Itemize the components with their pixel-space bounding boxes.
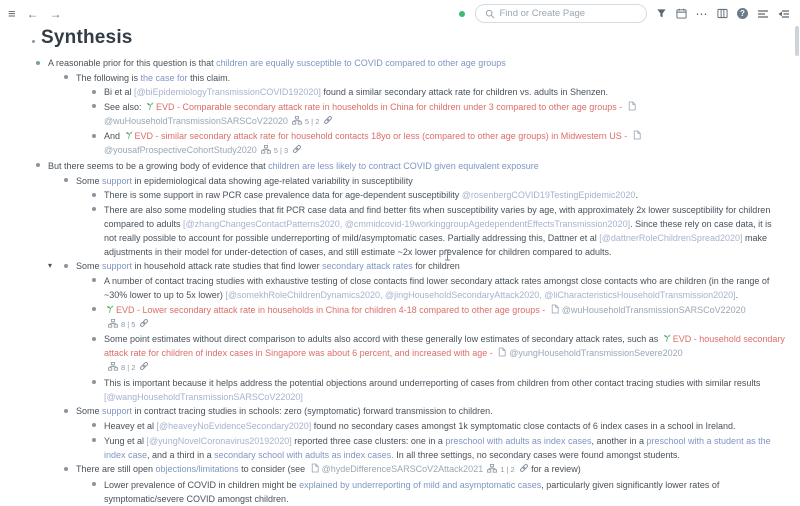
citation-link[interactable]: [@somekhRoleChildrenDynamics2020, @jingHouseholdSecondaryAttack2020, @liCharacteristicsHouseholdTransmission2020] [225, 289, 736, 300]
block-text: Yung et al [104, 435, 147, 446]
block-bullet[interactable] [64, 178, 68, 182]
block-content[interactable] [102, 478, 786, 506]
doc-icon[interactable] [633, 129, 641, 143]
block-text: found no secondary cases amongst 1k symptomatic close contacts of 6 index cases in a school in Ireland. [311, 420, 736, 431]
filter-icon[interactable] [656, 8, 667, 19]
page-link[interactable]: children are less likely to contract COVID given equivalent exposure [268, 160, 539, 171]
block-text: . Since these rely on case data, it is not really possible to account for possible underreporting of mild/asymptomatic cases. Partially addressing this, Dattner et al [104, 218, 772, 243]
page-link[interactable]: children are equally susceptible to COVID compared to other age groups [216, 58, 506, 68]
block-text: , particularly given significantly lower rates of symptomatic/severe COVID amongst children. [104, 479, 720, 504]
text-menu-icon[interactable] [757, 9, 769, 19]
block-text: make adjustments in their model for under-detection of cases, and still estimate ~2x lower prevalence for children compared to adults. [104, 232, 767, 257]
page-link[interactable]: preschool with adults as index cases [445, 435, 592, 446]
sprout-icon [105, 303, 114, 317]
bullet-column [86, 303, 102, 312]
outline [30, 56, 786, 506]
block-bullet[interactable] [92, 438, 96, 442]
outline-block[interactable] [86, 419, 786, 433]
block-text: for a review) [528, 464, 581, 475]
block-bullet[interactable] [92, 423, 96, 427]
tree-icon[interactable] [487, 462, 497, 476]
block-bullet[interactable] [64, 467, 68, 471]
sidebar-toggle-icon[interactable] [717, 8, 728, 19]
page-link[interactable]: the case for [140, 72, 188, 83]
block-text: Some point estimates without direct comparison to adults also accord with these generally low estimates of secondary attack rates, such as [104, 334, 661, 345]
block-content[interactable] [102, 303, 786, 332]
outline-block[interactable] [30, 56, 786, 70]
block-content[interactable] [102, 274, 786, 302]
doc-icon[interactable] [628, 100, 636, 114]
ref-count[interactable]: 5 | 3 [273, 146, 289, 156]
bullet-column [86, 188, 102, 197]
bullet-column [86, 274, 102, 283]
chain-icon[interactable] [292, 143, 302, 157]
tree-icon[interactable] [108, 317, 118, 331]
block-bullet[interactable] [92, 193, 96, 197]
sync-status-dot [459, 11, 465, 17]
evidence-link[interactable]: EVD - Lower secondary attack rate in households in China for children 4-18 compared to other age groups - [116, 304, 548, 315]
block-text: There are also some modeling studies that fit PCR case data and find better fits when susceptibility varies by age, with approximately 2x lower susceptibility for children compared to adults [104, 204, 771, 229]
outline-block[interactable] [86, 332, 786, 375]
block-content[interactable] [74, 404, 786, 418]
block-bullet[interactable] [92, 278, 96, 282]
bullet-column [58, 404, 74, 413]
scrollbar-thumb[interactable] [795, 26, 799, 56]
outline-block[interactable] [86, 478, 786, 506]
citation-link[interactable]: [@wangHouseholdTransmissionSARSCoV22020] [104, 391, 303, 402]
block-text: found a similar secondary attack rate for children vs. adults in Shenzen. [320, 87, 609, 98]
block-content[interactable] [74, 174, 786, 188]
block-text: Some [76, 406, 103, 417]
outline-block[interactable] [48, 259, 786, 273]
block-text: There is some support in raw PCR case prevalence data for age-dependent susceptibility [104, 190, 462, 201]
citation-ref[interactable]: @wuHouseholdTransmissionSARSCoV22020 [561, 304, 746, 315]
forward-arrow-icon[interactable]: → [49, 6, 62, 21]
bullet-column [30, 56, 46, 65]
page-link[interactable]: secondary school with adults as index cases. [214, 449, 394, 460]
outline-block[interactable] [86, 203, 786, 259]
bullet-column [86, 434, 102, 443]
citation-link[interactable]: @rosenbergCOVID19TestingEpidemic2020 [461, 190, 636, 201]
outline-block[interactable] [86, 274, 786, 302]
block-content[interactable] [74, 462, 786, 477]
outline-block[interactable] [86, 303, 786, 332]
block-content[interactable] [46, 159, 786, 173]
block-text: for children [412, 261, 460, 272]
chain-icon[interactable] [323, 114, 333, 128]
block-bullet[interactable] [92, 90, 96, 94]
citation-link[interactable]: [@yungNovelCoronavirus20192020] [146, 435, 292, 446]
block-content[interactable] [102, 203, 786, 259]
bullet-column [86, 376, 102, 385]
bullet-column [30, 159, 46, 168]
chain-icon[interactable] [139, 360, 149, 374]
outline-block[interactable] [86, 85, 786, 99]
block-content[interactable] [102, 376, 786, 404]
citation-link[interactable]: [@biEpidemiologyTransmissionCOVID192020] [134, 87, 321, 98]
bullet-column [86, 419, 102, 428]
block-bullet[interactable] [92, 134, 96, 138]
sprout-icon [662, 332, 671, 346]
search-input[interactable] [500, 8, 637, 19]
block-text: Bi et al [104, 87, 135, 98]
block-text: , and a third in a [147, 449, 215, 460]
block-bullet[interactable] [36, 163, 40, 167]
tree-icon[interactable] [108, 360, 118, 374]
bullet-column [58, 174, 74, 183]
outline-block[interactable] [86, 434, 786, 462]
block-text: There are still open [76, 464, 156, 475]
block-text: See also: [104, 101, 145, 112]
block-text: And [104, 131, 123, 142]
block-bullet[interactable] [36, 61, 40, 65]
outline-block[interactable] [58, 71, 786, 85]
collapse-caret-icon[interactable]: ▾ [48, 261, 53, 271]
page-link[interactable]: preschool with a student as the index case [104, 435, 771, 460]
page-body [0, 27, 800, 506]
block-content[interactable] [102, 129, 786, 158]
tree-icon[interactable] [292, 114, 302, 128]
block-content[interactable] [102, 419, 786, 433]
block-content[interactable] [74, 71, 786, 85]
block-text: The following is [76, 72, 141, 83]
ref-count[interactable]: 5 | 2 [304, 116, 320, 126]
block-text: Lower prevalence of COVID in children might be [104, 479, 300, 490]
chain-icon[interactable] [519, 462, 529, 476]
block-bullet[interactable] [92, 307, 96, 311]
bullet-column [58, 462, 74, 471]
block-text: A number of contact tracing studies with exhaustive testing of close contacts find lower secondary attack rates amongst close contacts who are children (in the range of ~30% lower to up to 5x lower) [104, 275, 770, 300]
bullet-column [86, 478, 102, 487]
block-text: in household attack rate studies that find lower [132, 261, 323, 272]
block-bullet[interactable] [92, 104, 96, 108]
page-link[interactable]: support [102, 261, 133, 272]
block-bullet[interactable] [64, 264, 68, 268]
nav-controls [8, 7, 62, 20]
search-icon [485, 9, 495, 19]
outline-block[interactable] [86, 188, 786, 202]
title-row [30, 27, 786, 49]
block-bullet[interactable] [92, 380, 96, 384]
back-arrow-icon[interactable]: ← [26, 6, 39, 21]
bullet-column [58, 71, 74, 80]
page-link[interactable]: support [102, 175, 133, 186]
doc-icon[interactable] [551, 303, 559, 317]
page-title[interactable]: Synthesis [41, 27, 133, 48]
outline-block[interactable] [86, 376, 786, 404]
help-icon[interactable]: ? [737, 8, 748, 19]
block-bullet[interactable] [64, 75, 68, 79]
tree-icon[interactable] [261, 143, 271, 157]
ref-count[interactable]: 8 | 5 [121, 319, 136, 329]
block-content[interactable] [102, 434, 786, 462]
block-bullet[interactable] [92, 337, 96, 341]
bullet-column [86, 332, 102, 341]
block-text: this claim. [187, 72, 231, 83]
citation-link[interactable]: [@dattnerRoleChildrenSpread2020] [599, 232, 743, 243]
citation-ref[interactable]: @yungHouseholdTransmissionSevere2020 [509, 348, 683, 359]
outline-block[interactable] [30, 159, 786, 173]
citation-link[interactable]: [@zhangChangesContactPatterns2020, @cmmidcovid-19workinggroupAgedependentEffectsTransmission2020] [183, 218, 631, 229]
block-content[interactable] [102, 85, 786, 99]
citation-ref[interactable]: @hydeDifferenceSARSCoV2Attack2021 [321, 464, 484, 475]
block-text: This is important because it helps address the potential objections around underreporting of cases from children from other contact tracing studies with similar results [104, 377, 761, 388]
citation-link[interactable]: [@heaveyNoEvidenceSecondary2020] [156, 420, 312, 431]
topbar [0, 0, 800, 24]
block-text: , another in a [591, 435, 647, 446]
evidence-link[interactable]: EVD - Comparable secondary attack rate in households in China for children under 3 compared to other age groups - [156, 101, 625, 112]
block-text: reported three case clusters: one in a [291, 435, 446, 446]
evidence-link[interactable]: EVD - household secondary attack rate for children of index cases in Singapore was about 6 percent, and increased with age - [104, 334, 785, 359]
collapse-right-icon[interactable] [778, 9, 790, 19]
block-text: Heavey et al [104, 420, 157, 431]
outline-block[interactable] [58, 462, 786, 477]
block-bullet[interactable] [92, 207, 96, 211]
block-text: In all three settings, no secondary cases were found amongst students. [393, 449, 680, 460]
bullet-column [86, 100, 102, 109]
block-text: Some [76, 175, 103, 186]
block-text: . [635, 190, 638, 201]
outline-block[interactable] [86, 129, 786, 158]
bullet-column [48, 259, 74, 271]
block-text: A reasonable prior for this question is that [48, 58, 217, 68]
block-content[interactable] [102, 100, 786, 129]
citation-ref[interactable]: @yousafProspectiveCohortStudy2020 [104, 145, 257, 156]
bullet-column [86, 203, 102, 212]
ref-count[interactable]: 1 | 2 [500, 465, 515, 475]
doc-icon[interactable] [311, 462, 319, 476]
topbar-actions [459, 4, 791, 23]
block-content[interactable] [102, 332, 786, 375]
block-text: Some [76, 261, 103, 272]
block-content[interactable] [102, 188, 786, 202]
doc-icon[interactable] [498, 346, 506, 360]
evidence-link[interactable]: EVD - similar secondary attack rate for household contacts 18yo or less (compared to other age groups) in Midwestern US - [134, 131, 630, 142]
menu-icon[interactable]: ≡ [8, 6, 16, 21]
page-link[interactable]: support [102, 406, 133, 417]
sprout-icon [124, 129, 133, 143]
more-icon[interactable]: ⋯ [695, 6, 708, 21]
search-box[interactable] [475, 4, 647, 23]
page-link[interactable]: secondary attack rates [322, 261, 413, 272]
calendar-icon[interactable] [676, 8, 687, 19]
page-link[interactable]: explained by underreporting of mild and asymptomatic cases [299, 479, 542, 490]
page-link[interactable]: objections/limitations [155, 464, 239, 475]
block-content[interactable] [74, 259, 786, 273]
bullet-column [86, 129, 102, 138]
citation-ref[interactable]: @wuHouseholdTransmissionSARSCoV22020 [104, 115, 288, 126]
block-content[interactable] [46, 56, 786, 70]
block-text: to consider (see [238, 464, 308, 475]
block-text: in contract tracing studies in schools: zero (symptomatic) forward transmission to children. [132, 406, 493, 417]
sprout-icon [145, 100, 154, 114]
outline-block[interactable] [58, 404, 786, 418]
bullet-column [86, 85, 102, 94]
block-text: in epidemiological data showing age-related variability in susceptibility [132, 175, 413, 186]
chain-icon[interactable] [139, 317, 149, 331]
outline-block[interactable] [58, 174, 786, 188]
block-bullet[interactable] [64, 409, 68, 413]
block-text: But there seems to be a growing body of evidence that [48, 160, 269, 171]
ref-count[interactable]: 8 | 2 [121, 363, 136, 373]
block-text: . [735, 289, 739, 300]
page-title-bullet[interactable] [32, 40, 35, 43]
outline-block[interactable] [86, 100, 786, 129]
